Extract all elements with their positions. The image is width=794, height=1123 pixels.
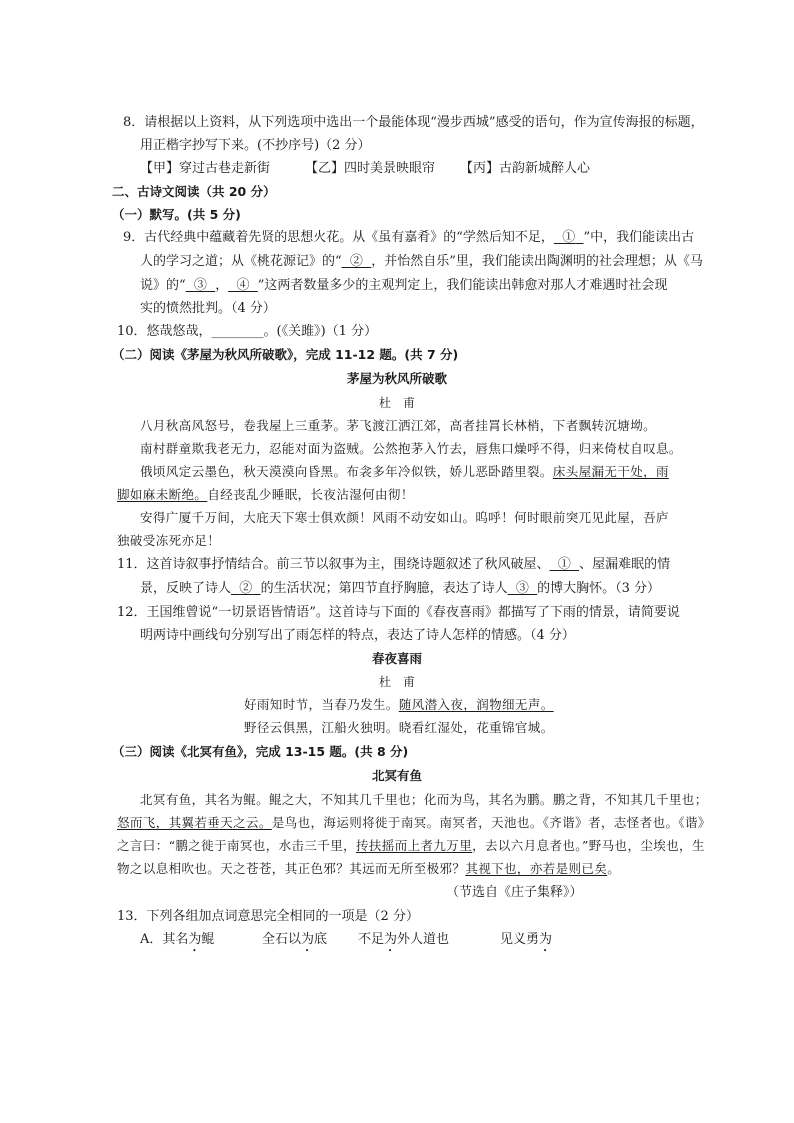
- poem-1-line-2: 南村群童欺我老无力，忍能对面为盗贼。公然抱茅入竹去，唇焦口燥呼不得，归来倚杖自叹息。: [140, 441, 682, 456]
- prose-text: 。: [607, 861, 621, 876]
- q11-line-1: [117, 556, 670, 574]
- q8-option-a: 【甲】穿过古巷走新街: [140, 161, 271, 176]
- prose-line-4: [117, 860, 620, 878]
- q9-line-2: [140, 253, 703, 271]
- prose-line-3: [117, 837, 705, 855]
- q13-text: 外人道也: [397, 932, 450, 947]
- q9-text: 人的学习之道；从《桃花源记》的“: [140, 254, 342, 269]
- q11-blank-2: [231, 581, 261, 596]
- q13-text: 鲲: [201, 932, 215, 947]
- q11-blank-1: [550, 557, 580, 572]
- prose-text: 之言曰：“鹏之徙于南冥也，水击三千里，: [117, 838, 356, 853]
- q11-text: 的博大胸怀。（3 分）: [537, 581, 661, 596]
- q9-blank-1: [554, 230, 584, 245]
- poem-1-author: 杜 甫: [378, 396, 415, 410]
- q13-text: A．其名: [140, 932, 189, 947]
- q8-option-b: 【乙】四时美景映眼帘: [305, 161, 436, 176]
- blank-marker: ③: [515, 581, 529, 596]
- q9-text: ，: [215, 278, 229, 293]
- poem-1-line-4: [117, 486, 414, 504]
- q11-text: 11．这首诗叙事抒情结合。前三节以叙事为主，围绕诗题叙述了秋风破屋、: [117, 557, 550, 572]
- q12-line-1: 12．王国维曾说“一切景语皆情语”。这首诗与下面的《春夜喜雨》都描写了下雨的情景，请简要说: [117, 605, 680, 620]
- poem-1-line-3: [140, 463, 669, 481]
- prose-source: （节选自《庄子集释》）: [446, 885, 583, 900]
- blank-marker: ①: [557, 557, 571, 572]
- q9-text: ”中，我们能读出古: [583, 230, 695, 245]
- prose-underlined-text: 怒而飞，其翼若垂天之云。: [117, 815, 272, 830]
- dotted-word: 为: [539, 932, 553, 947]
- q9-line-3: [140, 277, 667, 295]
- q10: 10．悠哉悠哉，________。(《关雎》)（1 分）: [117, 324, 378, 339]
- prose-text: 是鸟也，海运则将徙于南冥。南冥者，天池也。《齐谐》者，志怪者也。《谐》: [271, 815, 711, 830]
- q9-blank-4: [228, 278, 258, 293]
- q13-text: 底: [314, 932, 328, 947]
- q13-text: 不足: [358, 932, 385, 947]
- q9-blank-2: [342, 254, 372, 269]
- poem-2-author: 杜 甫: [378, 675, 415, 689]
- q8-line-1: 8．请根据以上资料，从下列选项中选出一个最能体现“漫步西城”感受的语句，作为宣传海报的标题，: [123, 115, 704, 130]
- blank-marker: ②: [349, 254, 363, 269]
- dotted-word: 为: [384, 932, 398, 947]
- q11-text: 的生活状况；第四节直抒胸臆，表达了诗人: [260, 581, 508, 596]
- q9-line-1: [123, 229, 694, 247]
- poem-2-line-1: [244, 696, 554, 714]
- q11-text: 景，反映了诗人: [140, 581, 232, 596]
- poem-text: 自经丧乱少睡眠，长夜沾湿何由彻！: [207, 487, 414, 502]
- subsection-3-heading: （三）阅读《北冥有鱼》，完成 13-15 题。(共 8 分): [112, 744, 409, 759]
- poem-1-line-1: 八月秋高风怒号，卷我屋上三重茅。茅飞渡江洒江郊，高者挂罥长林梢，下者飘转沉塘坳。: [140, 418, 657, 433]
- q9-text: 说》的“: [140, 278, 186, 293]
- section-2-heading: 二、古诗文阅读（共 20 分）: [112, 184, 276, 199]
- q9-text: 9．古代经典中蕴藏着先贤的思想火花。从《虽有嘉肴》的“学然后知不足，: [123, 230, 554, 245]
- q13-text: 见义勇: [500, 932, 540, 947]
- poem-1-title: 茅屋为秋风所破歌: [346, 371, 447, 386]
- poem-text: 俄顷风定云墨色，秋天漠漠向昏黑。布衾多年冷似铁，娇儿恶卧踏里裂。: [140, 464, 553, 479]
- q13-option-a-item-2: [262, 931, 327, 955]
- q9-blank-3: [186, 278, 216, 293]
- prose-title: 北冥有鱼: [371, 768, 422, 783]
- q13-option-a-item-4: [500, 931, 552, 955]
- q9-line-4: 实的愤然批判。（4 分）: [140, 301, 276, 316]
- dotted-word: 为: [188, 932, 202, 947]
- blank-marker: ②: [239, 581, 253, 596]
- q9-text: ”这两者数量多少的主观判定上，我们能读出韩愈对那人才难遇时社会现: [257, 278, 668, 293]
- q8-line-2: 用正楷字抄写下来。(不抄序号)（2 分）: [140, 138, 371, 153]
- q11-text: 、屋漏难眠的情: [579, 557, 671, 572]
- prose-line-2: [117, 814, 711, 832]
- poem-2-title: 春夜喜雨: [371, 651, 422, 666]
- poem-underlined-text: 随风潜入夜，润物细无声。: [398, 697, 554, 712]
- q13-text: 全石以: [262, 932, 302, 947]
- q9-text: ，并怡然自乐”里，我们能读出陶渊明的社会理想；从《马: [371, 254, 703, 269]
- prose-underlined-text: 其视下也，亦若是则已矣: [465, 861, 608, 876]
- q8-option-c: 【丙】古韵新城醉人心: [460, 161, 591, 176]
- prose-underlined-text: 抟扶摇而上者九万里: [356, 838, 473, 853]
- poem-1-line-5: 安得广厦千万间，大庇天下寒士俱欢颜！风雨不动安如山。呜呼！何时眼前突兀见此屋，吾庐: [140, 510, 669, 525]
- poem-2-line-2: 野径云俱黑，江船火独明。晓看红湿处，花重锦官城。: [244, 720, 554, 735]
- prose-text: 物之以息相吹也。天之苍苍，其正色邪？其远而无所至极邪？: [117, 861, 466, 876]
- poem-1-line-6: 独破受冻死亦足！: [117, 533, 221, 548]
- blank-marker: ①: [562, 230, 576, 245]
- blank-marker: ③: [193, 278, 207, 293]
- blank-marker: ④: [236, 278, 250, 293]
- q13-option-a-item-3: [358, 931, 449, 955]
- poem-underlined-text: 脚如麻未断绝。: [117, 487, 208, 502]
- q12-line-2: 明两诗中画线句分别写出了雨怎样的特点，表达了诗人怎样的情感。（4 分）: [140, 628, 575, 643]
- q13-option-a-item-1: [140, 931, 214, 955]
- prose-line-1: 北冥有鱼，其名为鲲。鲲之大，不知其几千里也；化而为鸟，其名为鹏。鹏之背，不知其几千里也；: [140, 792, 708, 807]
- q13-stem: 13．下列各组加点词意思完全相同的一项是（2 分）: [117, 909, 419, 924]
- subsection-2-heading: （二）阅读《茅屋为秋风所破歌》，完成 11-12 题。(共 7 分): [112, 347, 459, 362]
- q11-line-2: [140, 580, 660, 598]
- prose-text: ，去以六月息者也。”野马也，尘埃也，生: [472, 838, 705, 853]
- poem-underlined-text: 床头屋漏无干处，雨: [552, 464, 669, 479]
- poem-text: 好雨知时节，当春乃发生。: [244, 697, 399, 712]
- q11-blank-3: [508, 581, 538, 596]
- dotted-word: 为: [301, 932, 315, 947]
- subsection-1-heading: （一）默写。(共 5 分): [112, 207, 241, 222]
